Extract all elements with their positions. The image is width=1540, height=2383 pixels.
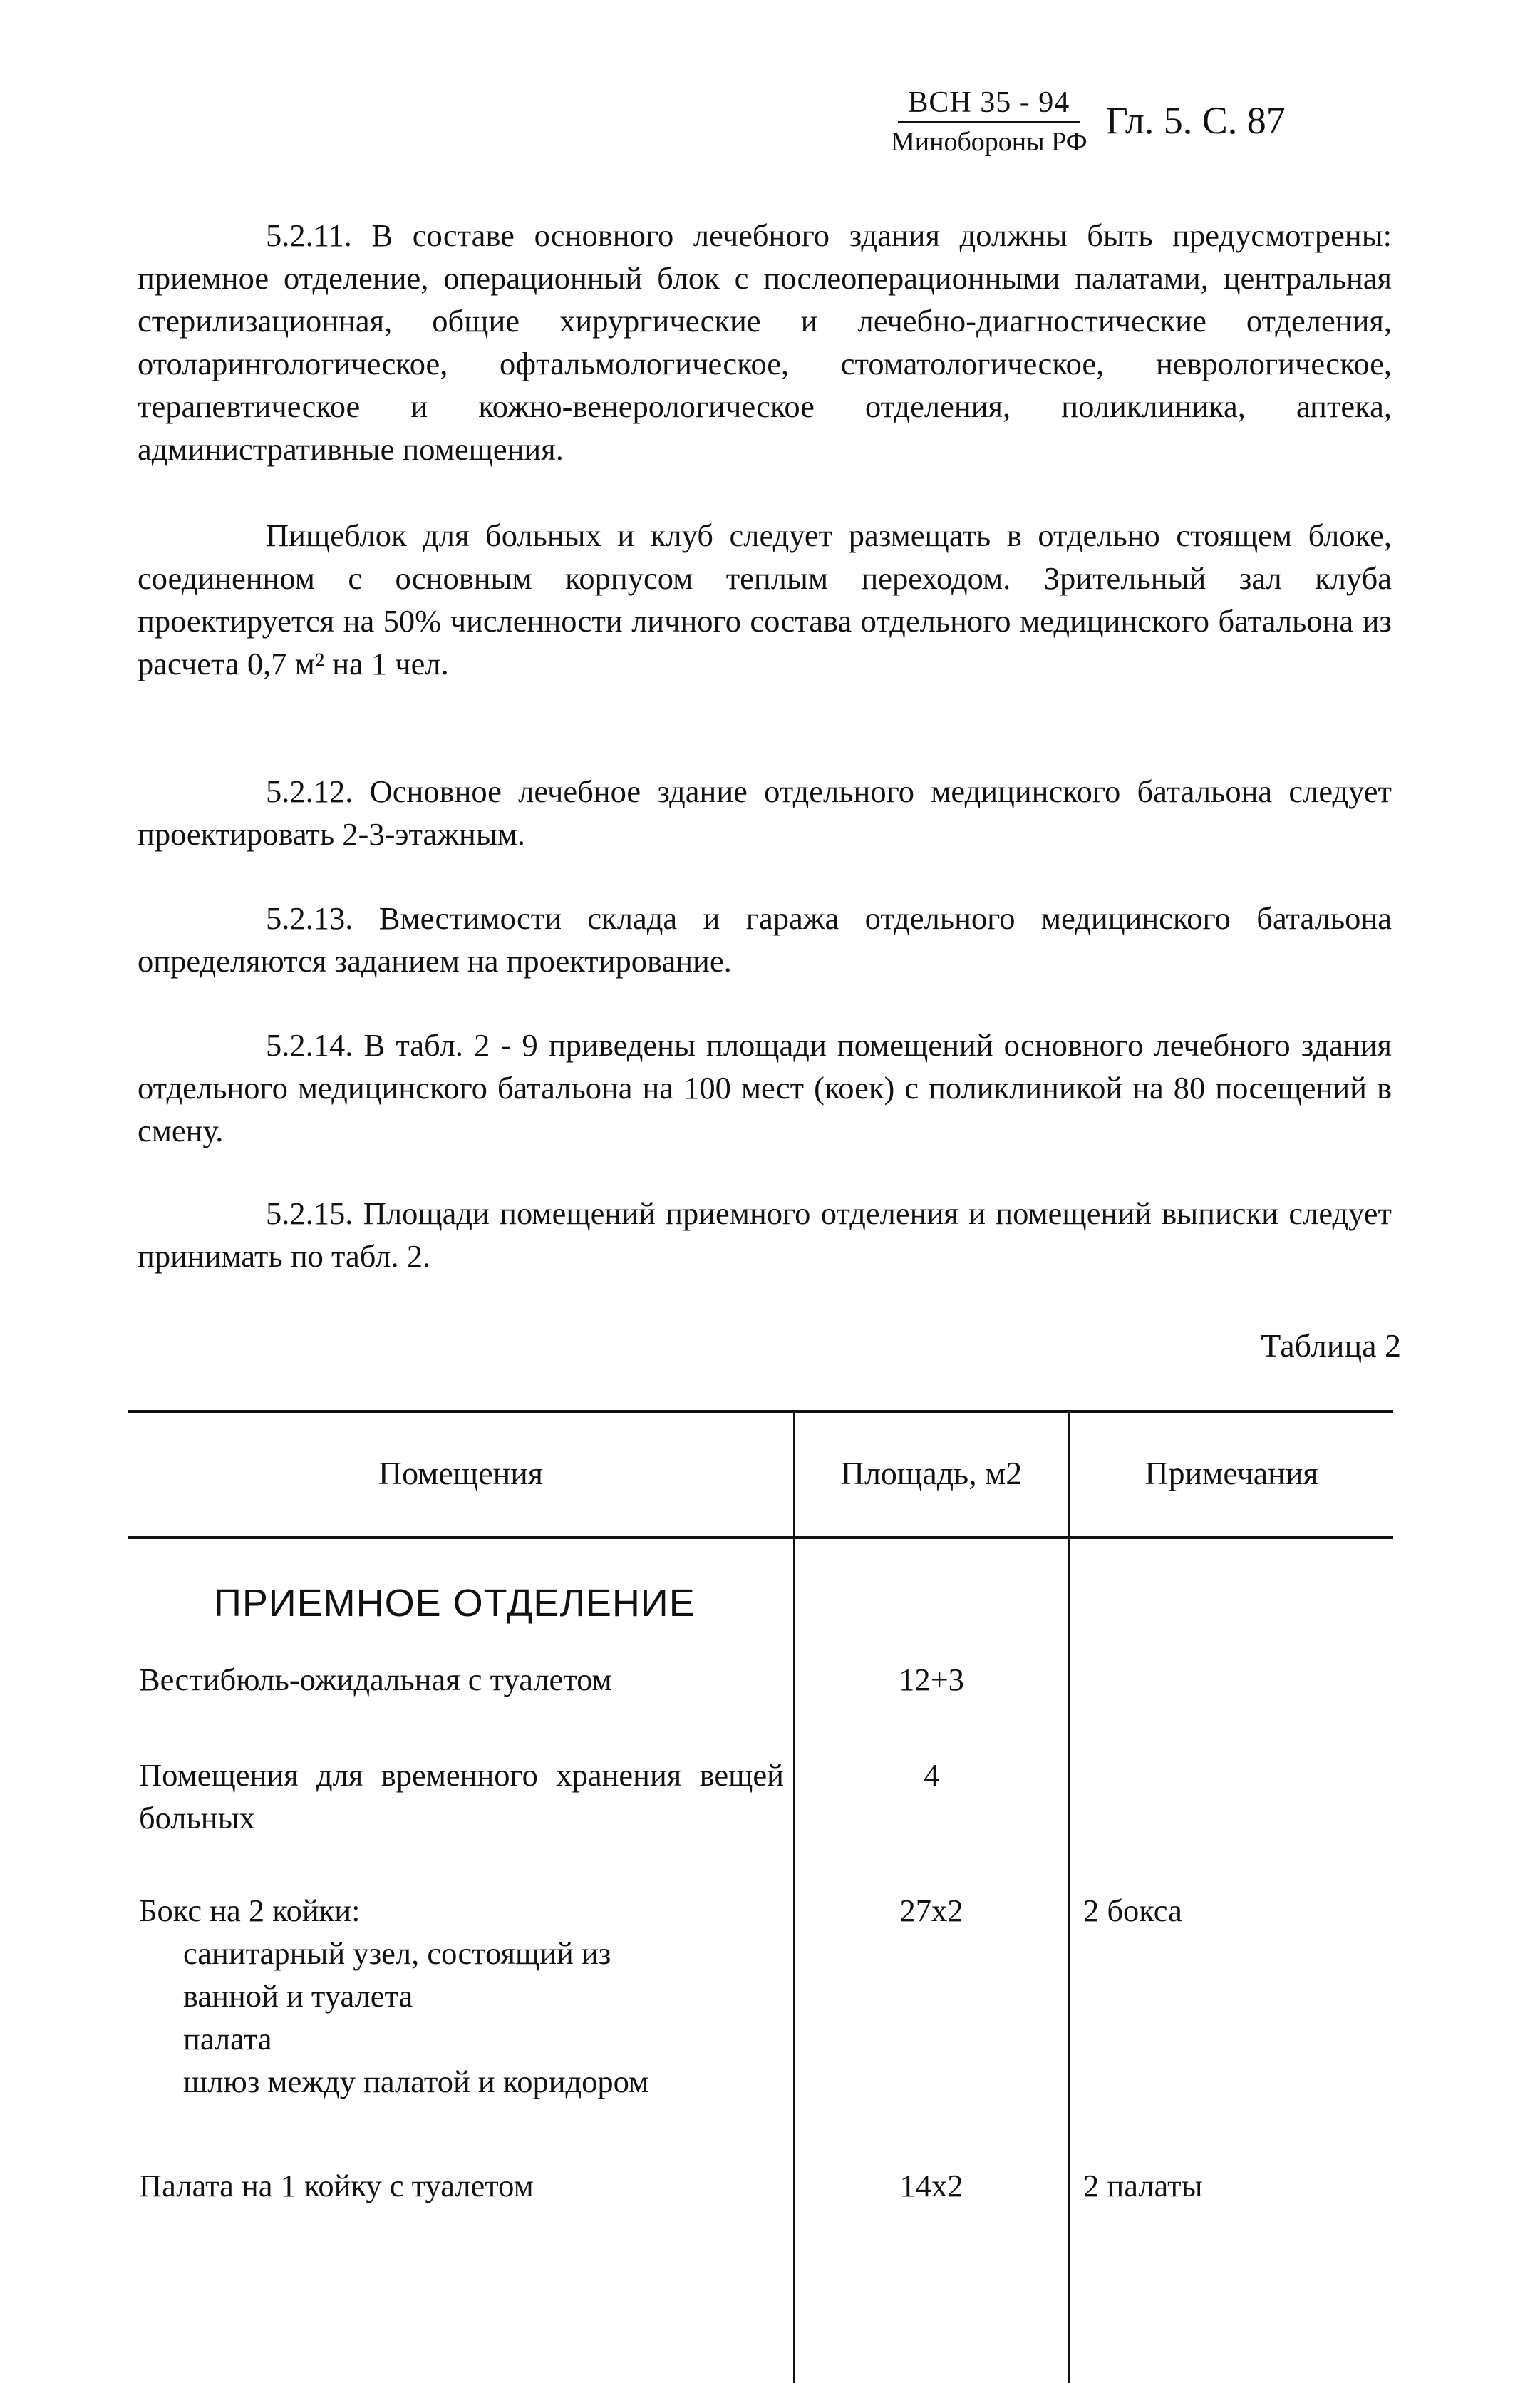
paragraph-5-2-15: 5.2.15. Площади помещений приемного отделения и помещений выписки следует принимать по табл. 2. — [138, 1195, 1392, 1274]
paragraph-5-2-12: 5.2.12. Основное лечебное здание отдельного медицинского батальона следует проектировать 2-3-этажным. — [138, 773, 1392, 852]
header-doc-fraction — [891, 84, 1087, 160]
paragraph-5-2-13: 5.2.13. Вместимости склада и гаража отдельного медицинского батальона определяются заданием на проектирование. — [138, 900, 1392, 979]
table-header-rule — [128, 1536, 1393, 1539]
table-row-area: 12+3 — [899, 1662, 964, 1697]
table-row-subitem: шлюз между палатой и коридором — [183, 2064, 649, 2099]
page-header — [891, 84, 1286, 160]
table-caption: Таблица 2 — [1261, 1327, 1401, 1364]
rooms-table — [128, 1410, 1393, 2383]
table-row-room-block — [139, 1889, 784, 2103]
table-row-room: Вестибюль-ожидальная с туалетом — [139, 1662, 612, 1697]
paragraph-5-2-11-canteen: Пищеблок для больных и клуб следует размещать в отдельно стоящем блоке, соединенном с основным корпусом теплым переходом. Зрительный зал клуба проектируется на 50% численности личного состава отдельного медицинского батальона из расчета 0,7 м² на 1 чел. — [138, 518, 1392, 681]
column-header-rooms: Помещения — [378, 1455, 544, 1491]
table-row-room: Помещения для временного хранения вещей больных — [139, 1757, 784, 1836]
paragraph-5-2-14: 5.2.14. В табл. 2 - 9 приведены площади помещений основного лечебного здания отдельного медицинского батальона на 100 мест (коек) с поликлиникой на 80 посещений в смену. — [138, 1027, 1392, 1148]
column-header-area: Площадь, м2 — [840, 1455, 1023, 1491]
column-header-notes: Примечания — [1144, 1455, 1318, 1491]
header-doc-code: ВСН 35 - 94 — [898, 84, 1080, 123]
table-row-subitem: санитарный узел, состоящий из ванной и туалета — [183, 1935, 611, 2014]
table-row-room: Палата на 1 койку с туалетом — [139, 2168, 534, 2203]
header-page-ref: Гл. 5. С. 87 — [1105, 98, 1286, 142]
table-row-subitem: палата — [183, 2021, 272, 2057]
table-row-note: 2 палаты — [1083, 2168, 1203, 2203]
table-row-area: 4 — [923, 1757, 940, 1793]
table-row-area: 14х2 — [899, 2168, 963, 2203]
table-row-room: Бокс на 2 койки: — [139, 1893, 361, 1928]
header-authority: Минобороны РФ — [891, 127, 1087, 157]
paragraph-5-2-11: 5.2.11. В составе основного лечебного здания должны быть предусмотрены: приемное отделение, операционный блок с послеоперационными палатами, центральная стерилизационная, общие хирургические и лечебно-диагностические отделения, отоларингологическое, офтальмологическое, стоматологическое, неврологическое, терапевтическое и кожно-венерологическое отделения, поликлиника, аптека, административные помещения. — [138, 217, 1392, 467]
section-title-reception: ПРИЕМНОЕ ОТДЕЛЕНИЕ — [214, 1582, 696, 1625]
table-column-divider-2 — [1068, 1410, 1070, 2383]
table-row-note: 2 бокса — [1083, 1893, 1182, 1928]
table-row-area: 27х2 — [899, 1893, 963, 1928]
